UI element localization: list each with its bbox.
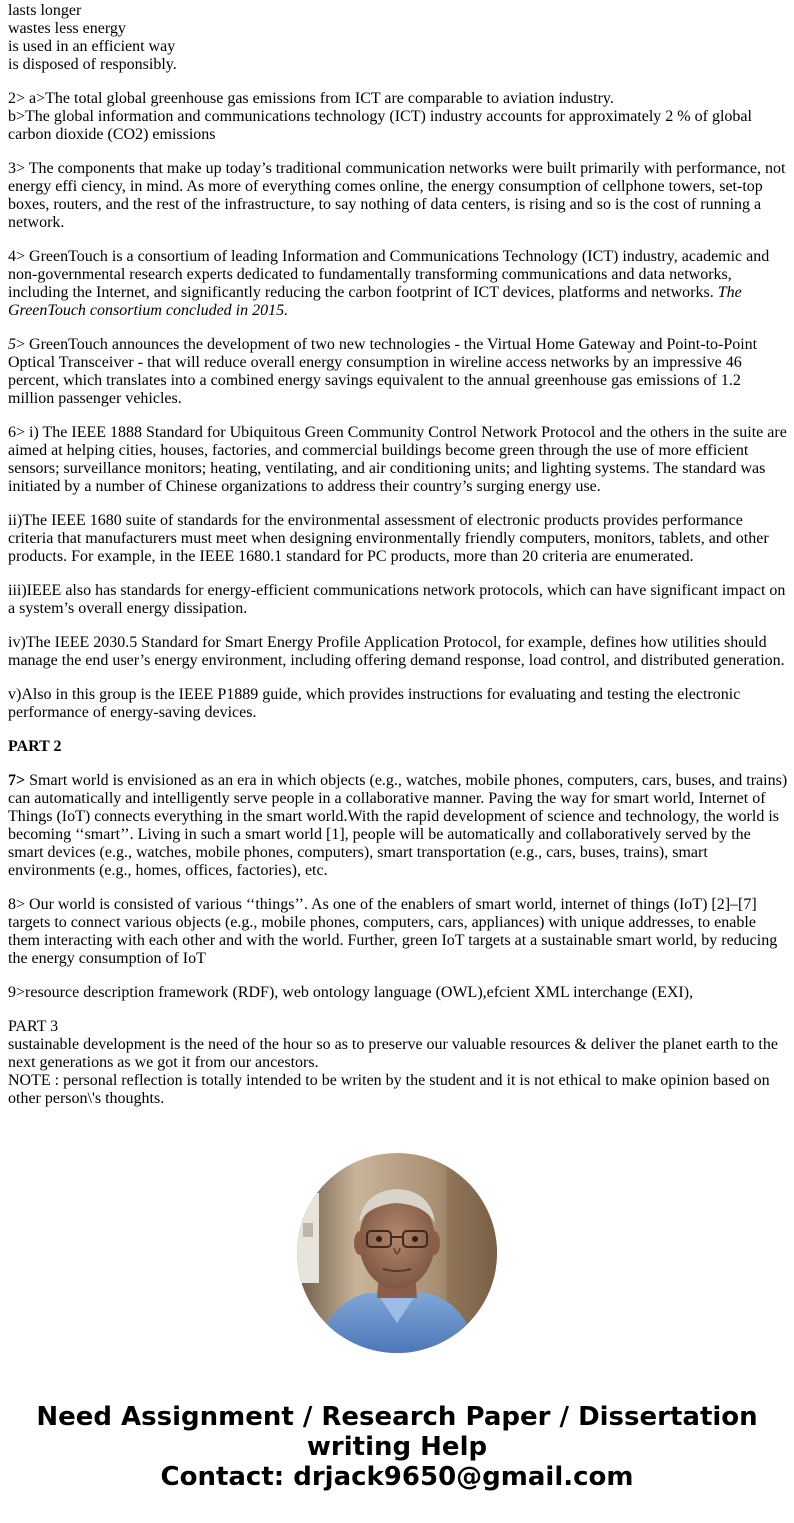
answer-6-i: 6> i) The IEEE 1888 Standard for Ubiquitous Green Community Control Network Protocol and the others in the suite are aimed at helping cities, houses, factories, and commercial buildings become green through the use of more efficient sensors; surveillance monitors; heating, ventilating, and air conditioning units; and lighting systems. The standard was initiated by a number of Chinese organizations to address their country’s surging energy use. [8, 424, 787, 495]
answer-2a: 2> a>The total global greenhouse gas emissions from ICT are comparable to aviation industry. [8, 90, 614, 107]
part-2-heading-text: PART 2 [8, 738, 62, 755]
answer-5-number: 5 [8, 336, 16, 353]
answer-4-italic-note: The GreenTouch consortium concluded in 2015. [8, 284, 742, 319]
part-3-note: NOTE : personal reflection is totally intended to be writen by the student and it is not ethical to make opinion based on other person\'s thoughts. [8, 1072, 770, 1107]
answer-6-ii: ii)The IEEE 1680 suite of standards for the environmental assessment of electronic products provides performance criteria that manufacturers must meet when designing environmentally friendly computers, monitors, tablets, and other products. For example, in the IEEE 1680.1 standard for PC products, more than 20 criteria are enumerated. [8, 512, 769, 565]
answer-5 [8, 336, 788, 408]
answer-9: 9>resource description framework (RDF), web ontology language (OWL),efcient XML interchange (EXI), [8, 984, 694, 1001]
part-3-text: sustainable development is the need of the hour so as to preserve our valuable resources & deliver the planet earth to the next generations as we got it from our ancestors. [8, 1036, 778, 1071]
part-3-heading: PART 3 [8, 1018, 59, 1035]
answer-6-iii: iii)IEEE also has standards for energy-efficient communications network protocols, which can have significant impact on a system’s overall energy dissipation. [8, 582, 786, 617]
answer-1 [8, 2, 788, 74]
answer-2 [8, 90, 788, 144]
part-2-heading [8, 738, 788, 756]
answer-1-line: is used in an efficient way [8, 38, 176, 55]
answer-6-iv: iv)The IEEE 2030.5 Standard for Smart Energy Profile Application Protocol, for example, defines how utilities should manage the end user’s energy environment, including offering demand response, load control, and distributed generation. [8, 634, 785, 669]
answer-1-line: lasts longer [8, 2, 82, 19]
answer-1-line: is disposed of responsibly. [8, 56, 177, 73]
contact-banner-line-3: Contact: drjack9650@gmail.com [160, 1462, 634, 1492]
part-3 [8, 1018, 788, 1108]
contact-banner [0, 1402, 794, 1492]
answer-2b: b>The global information and communications technology (ICT) industry accounts for approximately 2 % of global carbon dioxide (CO2) emissions [8, 108, 752, 143]
answer-7-text: Smart world is envisioned as an era in which objects (e.g., watches, mobile phones, computers, cars, buses, and trains) can automatically and intelligently serve people in a collaborative manner. Paving the way for smart world, Internet of Things (IoT) connects everything in the smart world.With the rapid development of science and technology, the world is becoming ‘‘smart’’. Living in such a smart world [1], people will be automatically and collaboratively served by the smart devices (e.g., watches, mobile phones, computers), smart transportation (e.g., cars, buses, trains), smart environments (e.g., homes, offices, factories), etc. [8, 772, 788, 879]
answer-5-text: > GreenTouch announces the development of two new technologies - the Virtual Home Gateway and Point-to-Point Optical Transceiver - that will reduce overall energy consumption in wireline access networks by an impressive 46 percent, which translates into a combined energy savings equivalent to the annual greenhouse gas emissions of 1.2 million passenger vehicles. [8, 336, 758, 407]
answer-1-line: wastes less energy [8, 20, 126, 37]
answer-4 [8, 248, 788, 320]
author-avatar [297, 1153, 497, 1353]
answer-4-text: 4> GreenTouch is a consortium of leading Information and Communications Technology (ICT) industry, academic and non-governmental research experts dedicated to fundamentally transforming communications and data networks, including the Internet, and significantly reducing the carbon footprint of ICT devices, platforms and networks. [8, 248, 770, 301]
answer-7-number: 7> [8, 772, 26, 789]
contact-banner-line-2: writing Help [306, 1432, 488, 1462]
answer-document [8, 0, 788, 1124]
answer-7 [8, 772, 788, 880]
answer-8: 8> Our world is consisted of various ‘‘things’’. As one of the enablers of smart world, internet of things (IoT) [2]–[7] targets to connect various objects (e.g., mobile phones, computers, cars, appliances) with unique addresses, to enable them interacting with each other and with the world. Further, green IoT targets at a sustainable smart world, by reducing the energy consumption of IoT [8, 896, 778, 967]
contact-banner-line-1: Need Assignment / Research Paper / Dissertation [36, 1402, 758, 1432]
answer-3: 3> The components that make up today’s traditional communication networks were built primarily with performance, not energy effi ciency, in mind. As more of everything comes online, the energy consumption of cellphone towers, set-top boxes, routers, and the rest of the infrastructure, to say nothing of data centers, is rising and so is the cost of running a network. [8, 160, 786, 231]
answer-6-v: v)Also in this group is the IEEE P1889 guide, which provides instructions for evaluating and testing the electronic performance of energy-saving devices. [8, 686, 741, 721]
author-portrait-image [297, 1153, 497, 1353]
